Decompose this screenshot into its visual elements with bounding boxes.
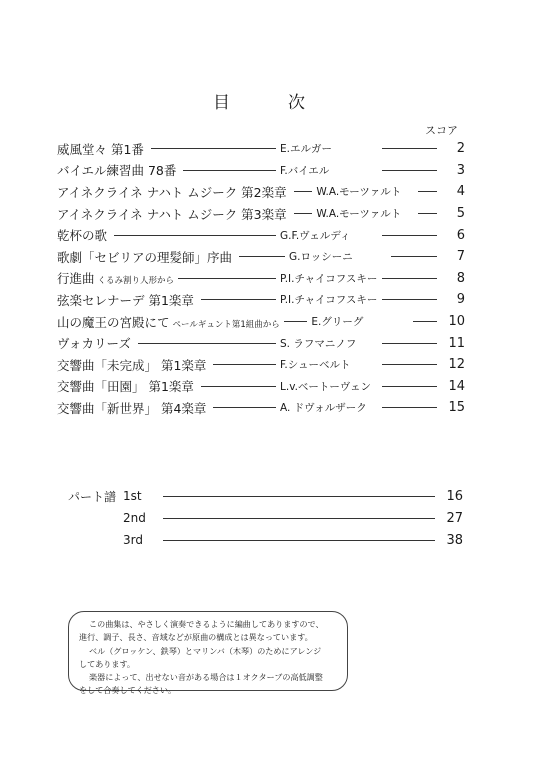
toc-row[interactable] (57, 160, 465, 182)
toc-row[interactable] (57, 332, 465, 354)
leader-line (294, 191, 313, 192)
leader-line (163, 540, 435, 541)
leader-line (151, 148, 276, 149)
toc-page-number: 5 (456, 206, 465, 222)
toc-page-number: 8 (456, 270, 465, 286)
toc-composer: W.A.モーツァルト (316, 186, 402, 199)
toc-composer: A. ドヴォルザーク (280, 402, 367, 415)
leader-line (213, 407, 276, 408)
toc-title: 乾杯の歌 (57, 228, 108, 244)
note-line: をして合奏してください。 (79, 685, 177, 696)
part-row[interactable] (68, 529, 463, 551)
toc-row[interactable] (57, 224, 465, 246)
toc-row[interactable] (57, 397, 465, 419)
toc-title: 交響曲「田園」 第1楽章 (57, 379, 194, 395)
leader-line (382, 235, 437, 236)
note-line: この曲集は、やさしく演奏できるように編曲してありますので、 (89, 619, 324, 629)
toc-row[interactable] (57, 289, 465, 311)
parts-list (68, 485, 463, 551)
toc-page-number: 6 (456, 227, 465, 243)
part-page-number: 38 (446, 532, 463, 548)
toc-subtitle: くるみ割り人形から (97, 276, 175, 287)
part-name: 3rd (123, 533, 143, 547)
toc-row[interactable] (57, 268, 465, 290)
toc-page-number: 15 (448, 400, 465, 416)
leader-line (382, 278, 437, 279)
toc-page-number: 11 (448, 335, 465, 351)
leader-line (138, 343, 276, 344)
leader-line (114, 235, 276, 236)
part-page-number: 27 (446, 510, 463, 526)
toc-title: 交響曲「新世界」 第4楽章 (57, 400, 207, 416)
toc-row[interactable] (57, 181, 465, 203)
toc-page-number: 14 (448, 378, 465, 394)
toc-row[interactable] (57, 376, 465, 398)
toc-composer: F.バイエル (280, 164, 330, 177)
toc-page-number: 7 (456, 249, 466, 265)
leader-line (391, 256, 437, 257)
title-char-1: 目 (213, 93, 230, 113)
leader-line (201, 386, 276, 387)
toc-page-number: 2 (456, 141, 465, 157)
note-line: 進行、調子、長さ、音域などが原曲の構成とは異なっています。 (79, 632, 313, 643)
toc-composer: G.F.ヴェルディ (280, 229, 351, 242)
toc-title: 山の魔王の宮殿にて ペールギュント第1組曲から (57, 314, 280, 330)
toc-composer: P.I.チャイコフスキー (280, 272, 378, 285)
toc-composer: S. ラフマニノフ (280, 337, 357, 350)
toc-title: アイネクライネ ナハト ムジーク 第3楽章 (57, 206, 287, 222)
leader-line (163, 496, 435, 497)
note-line: 楽器によって、出せない音がある場合は１オクターブの高低調整 (89, 672, 323, 683)
leader-line (382, 407, 437, 408)
toc-composer: P.I.チャイコフスキー (280, 294, 378, 307)
toc-title: 威風堂々 第1番 (57, 141, 144, 157)
leader-line (213, 364, 276, 365)
toc-row[interactable] (57, 354, 465, 376)
leader-line (239, 256, 285, 257)
leader-line (178, 278, 276, 279)
toc-composer: G.ロッシーニ (289, 251, 353, 264)
title-char-2: 次 (288, 93, 305, 113)
note-line: ベル（グロッケン、鉄琴）とマリンバ（木琴）のためにアレンジ (89, 645, 322, 656)
toc-composer: E.エルガー (280, 143, 332, 156)
part-name: 1st (123, 489, 142, 503)
leader-line (418, 213, 437, 214)
table-of-contents (57, 138, 465, 419)
toc-composer: F.シューベルト (280, 359, 351, 372)
toc-page-number: 4 (456, 184, 465, 200)
toc-composer: L.v.ベートーヴェン (280, 380, 372, 393)
leader-line (382, 148, 437, 149)
toc-title: 歌劇「セビリアの理髪師」序曲 (57, 249, 233, 265)
leader-line (284, 321, 308, 322)
leader-line (382, 386, 437, 387)
toc-row[interactable] (57, 246, 465, 268)
toc-composer: E.グリーグ (311, 316, 364, 329)
toc-title: 弦楽セレナーデ 第1楽章 (57, 292, 194, 308)
toc-page-number: 12 (448, 357, 465, 373)
toc-page-number: 3 (456, 162, 465, 178)
toc-composer: W.A.モーツァルト (316, 208, 402, 221)
leader-line (163, 518, 435, 519)
toc-subtitle: ペールギュント第1組曲から (172, 319, 280, 330)
toc-row[interactable] (57, 203, 465, 225)
leader-line (382, 299, 437, 300)
toc-title: アイネクライネ ナハト ムジーク 第2楽章 (57, 184, 287, 200)
parts-label: パート譜 (68, 489, 117, 504)
leader-line (201, 299, 276, 300)
toc-row[interactable] (57, 311, 465, 333)
part-name: 2nd (123, 511, 146, 525)
part-row[interactable] (68, 485, 463, 507)
part-page-number: 16 (446, 488, 463, 504)
score-column-header: スコア (425, 124, 458, 137)
toc-row[interactable] (57, 138, 465, 160)
toc-title: ヴォカリーズ (57, 336, 131, 352)
leader-line (382, 364, 437, 365)
toc-page-number: 10 (448, 314, 466, 330)
toc-title: バイエル練習曲 78番 (57, 163, 177, 179)
part-row[interactable] (68, 507, 463, 529)
toc-page-number: 9 (456, 292, 465, 308)
toc-title: 交響曲「未完成」 第1楽章 (57, 357, 207, 373)
note-line: してあります。 (79, 658, 136, 669)
leader-line (382, 343, 437, 344)
toc-title: 行進曲 くるみ割り人形から (57, 271, 175, 287)
leader-line (183, 170, 276, 171)
leader-line (382, 170, 437, 171)
leader-line (418, 191, 437, 192)
leader-line (413, 321, 437, 322)
leader-line (294, 213, 313, 214)
arrangement-note (68, 611, 348, 696)
